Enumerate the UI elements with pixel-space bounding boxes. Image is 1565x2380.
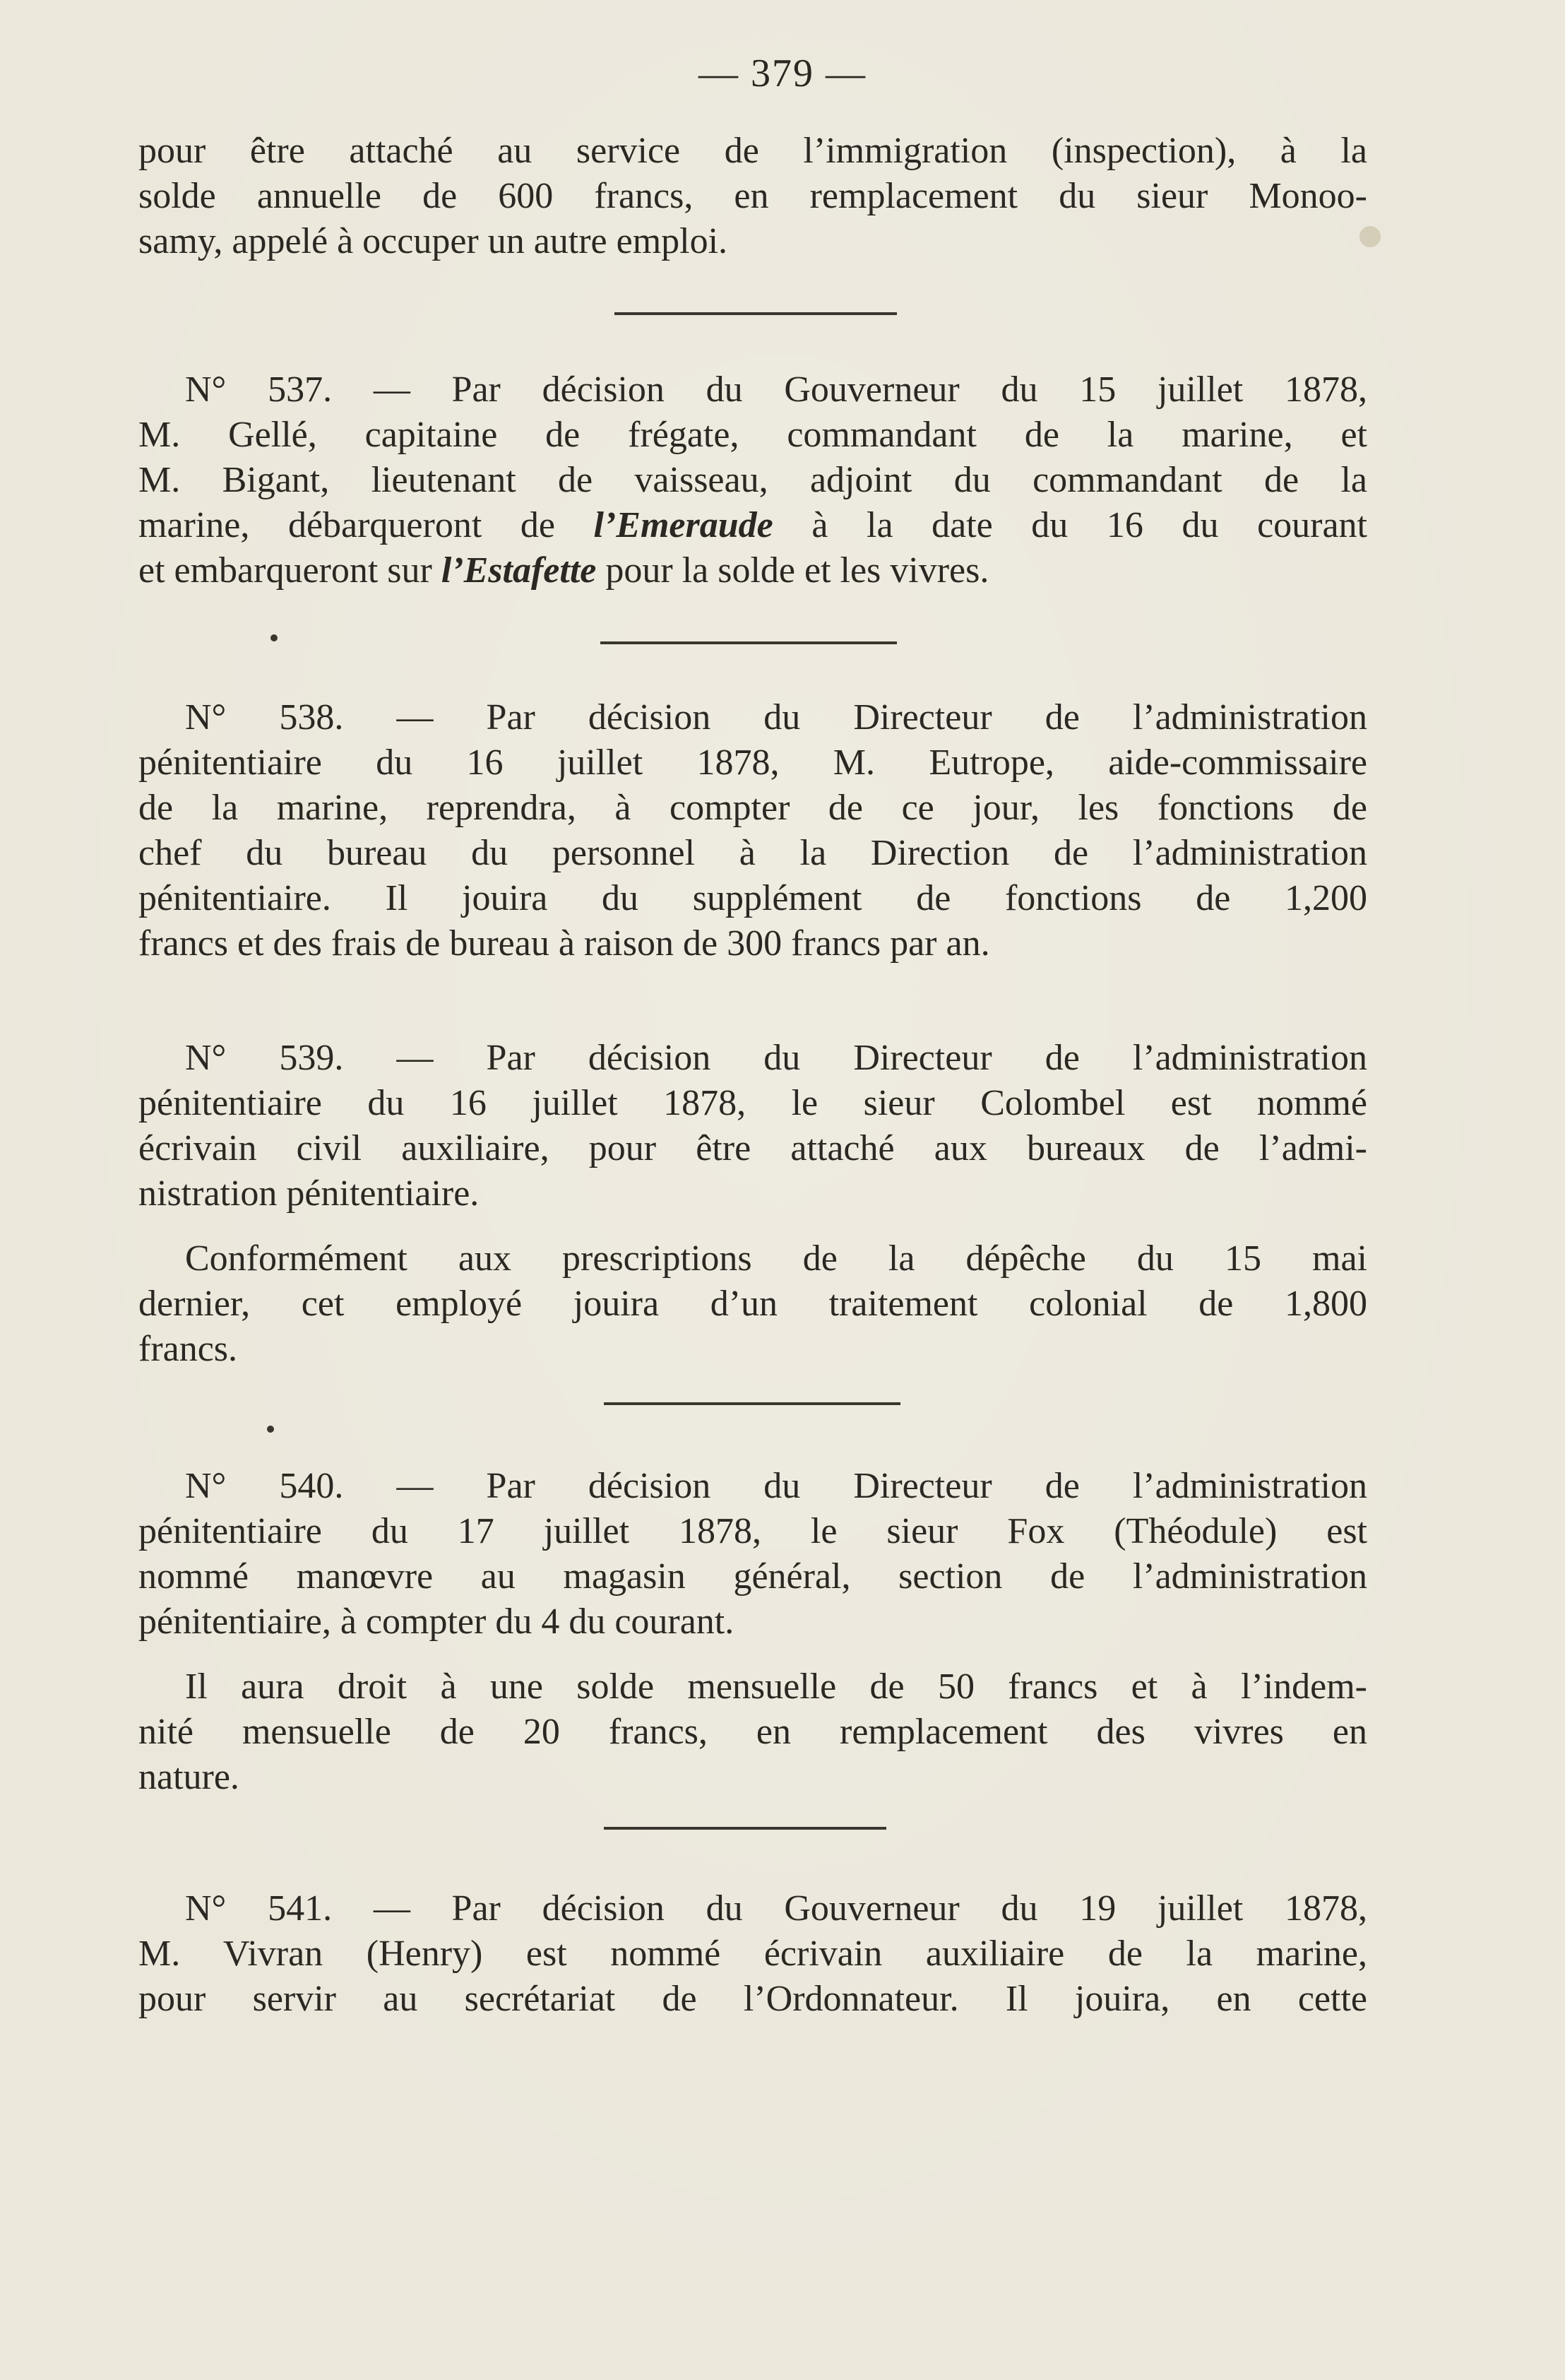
page-number: — 379 — bbox=[698, 52, 867, 95]
text-line: de la marine, reprendra, à compter de ce jour, les fonctions de bbox=[138, 788, 1367, 828]
text-line bbox=[138, 503, 1367, 548]
text-line: N° 538. — Par décision du Directeur de l’administration bbox=[185, 697, 1367, 738]
section-divider bbox=[614, 312, 897, 315]
text-line: dernier, cet employé jouira d’un traitement colonial de 1,800 bbox=[138, 1284, 1367, 1324]
text-line: M. Bigant, lieutenant de vaisseau, adjoint du commandant de la bbox=[138, 460, 1367, 500]
section-divider bbox=[600, 641, 897, 644]
text-line: M. Vivran (Henry) est nommé écrivain auxiliaire de la marine, bbox=[138, 1934, 1367, 1974]
paper-stain bbox=[1359, 226, 1381, 247]
text-segment: pour la solde et les vivres. bbox=[596, 550, 989, 591]
section-divider bbox=[604, 1827, 886, 1830]
text-line: pour être attaché au service de l’immigration (inspection), à la bbox=[138, 131, 1367, 171]
text-line: chef du bureau du personnel à la Direction de l’administration bbox=[138, 833, 1367, 873]
text-line: N° 537. — Par décision du Gouverneur du 15 juillet 1878, bbox=[185, 369, 1367, 410]
ink-speck bbox=[267, 1426, 274, 1433]
decision-541 bbox=[138, 1886, 1367, 2022]
text-line: écrivain civil auxiliaire, pour être attaché aux bureaux de l’admi- bbox=[138, 1128, 1367, 1168]
section-divider bbox=[604, 1402, 900, 1405]
text-line: Il aura droit à une solde mensuelle de 50 francs et à l’indem- bbox=[185, 1666, 1367, 1707]
ink-speck bbox=[270, 634, 278, 641]
text-line: nistration pénitentiaire. bbox=[138, 1173, 480, 1214]
text-line: nité mensuelle de 20 francs, en remplacement des vivres en bbox=[138, 1712, 1367, 1752]
text-line: Conformément aux prescriptions de la dépêche du 15 mai bbox=[185, 1238, 1367, 1279]
text-line: N° 541. — Par décision du Gouverneur du 19 juillet 1878, bbox=[185, 1888, 1367, 1929]
text-line: pour servir au secrétariat de l’Ordonnateur. Il jouira, en cette bbox=[138, 1979, 1367, 2019]
text-line: solde annuelle de 600 francs, en remplacement du sieur Monoo- bbox=[138, 176, 1367, 216]
text-segment: et embarqueront sur bbox=[138, 550, 441, 591]
text-segment: à la date du 16 du courant bbox=[773, 505, 1367, 545]
text-segment: marine, débarqueront de bbox=[138, 505, 594, 545]
text-line: M. Gellé, capitaine de frégate, commandant de la marine, et bbox=[138, 415, 1367, 455]
text-line: pénitentiaire du 16 juillet 1878, le sieur Colombel est nommé bbox=[138, 1083, 1367, 1123]
text-line: nature. bbox=[138, 1757, 239, 1797]
decision-538 bbox=[138, 695, 1367, 966]
text-line: samy, appelé à occuper un autre emploi. bbox=[138, 221, 728, 261]
text-line: N° 540. — Par décision du Directeur de l’administration bbox=[185, 1466, 1367, 1506]
decision-540-continued bbox=[138, 1664, 1367, 1800]
text-line: francs. bbox=[138, 1329, 238, 1369]
decision-540 bbox=[138, 1464, 1367, 1645]
decision-539 bbox=[138, 1036, 1367, 1216]
text-line: nommé manœvre au magasin général, section de l’administration bbox=[138, 1556, 1367, 1597]
text-line: pénitentiaire, à compter du 4 du courant. bbox=[138, 1602, 734, 1642]
text-line: N° 539. — Par décision du Directeur de l’administration bbox=[185, 1038, 1367, 1078]
continued-paragraph bbox=[138, 129, 1367, 264]
decision-537 bbox=[138, 367, 1367, 593]
ship-name-emeraude: l’Emeraude bbox=[593, 505, 773, 545]
ship-name-estafette: l’Estafette bbox=[441, 550, 597, 591]
text-line: pénitentiaire. Il jouira du supplément de fonctions de 1,200 bbox=[138, 878, 1367, 918]
text-line: francs et des frais de bureau à raison de 300 francs par an. bbox=[138, 923, 990, 964]
decision-539-continued bbox=[138, 1236, 1367, 1372]
text-line: pénitentiaire du 17 juillet 1878, le sieur Fox (Théodule) est bbox=[138, 1511, 1367, 1551]
text-line: pénitentiaire du 16 juillet 1878, M. Eutrope, aide-commissaire bbox=[138, 742, 1367, 783]
text-line bbox=[138, 548, 1367, 593]
